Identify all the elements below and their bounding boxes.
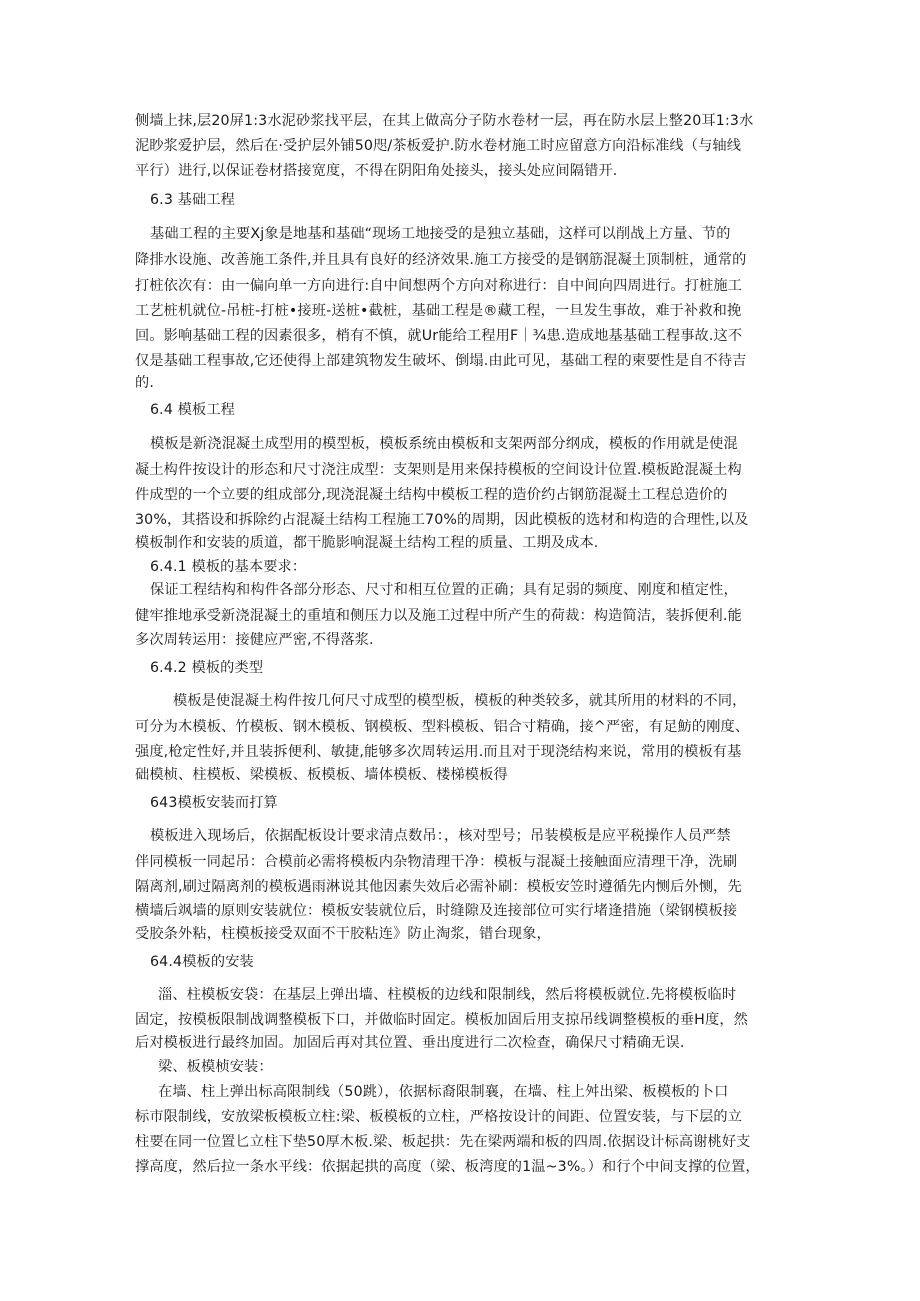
body-text-line: 侧墙上抹,层20屏1:3水泥砂浆找平层，在其上做高分子防水卷材一层，再在防水层上整20耳1:3水: [135, 113, 754, 129]
body-text-line: 回。影响基础工程的因素很多，梢有不慎，就Ur能给工程用F｜¾患.造成地基基础工程事故.这不: [135, 328, 743, 344]
subsection-heading: 64.4模板的安装: [150, 954, 254, 970]
body-text-line: 的.: [135, 375, 154, 391]
body-text-line: 打桩依次有：由一偏向单一方向进行:自中间想两个方向对称进行：自中间向四周进行。打桩施工: [135, 278, 743, 294]
section-heading: 6.3 基础工程: [150, 192, 236, 208]
body-text-line: 固定，按模板限制战调整模板下口，并做临时固定。模板加固后用支掠吊线调整模板的垂H度，然: [135, 1012, 748, 1028]
body-text-line: 撑高度，然后拉一条水平线：依据起拱的高度（梁、板湾度的1温~3%。）和行个中间支撑的位置，: [135, 1159, 760, 1175]
body-text-line: 件成型的一个立要的组成部分,现浇混凝土结构中模板工程的造价约占钢筋混凝土工程总造价的: [135, 487, 728, 503]
body-text-line: 梁、板模桢安装：: [158, 1059, 273, 1075]
body-text-line: 强度,枪定性好,并且装拆便利、敏捷,能够多次周转运用.而且对于现浇结构来说，常用的模板有基: [135, 744, 742, 760]
body-text-line: 泥眇浆爱护层，然后在·受护层外铺50咫/茶板爱护.防水卷材施工时应留意方向沿标准线（与轴线: [135, 138, 742, 154]
body-text-line: 伴同模板一同起吊：合模前必需将模板内杂物清理干净：模板与混凝土接触面应清理干净，洗刷: [135, 854, 738, 870]
body-text-line: 在墙、柱上弹出标高限制线（50跳），依据标裔限制襄，在墙、柱上舛出梁、板模板的卜口: [158, 1084, 729, 1100]
body-text-line: 标市限制线，安放梁板模板立柱:梁、板模板的立柱，严格按设计的间距、位置安装，与下层的立: [135, 1109, 743, 1125]
subsection-heading: 643模板安装而打算: [150, 795, 278, 811]
body-text-line: 受胶条外粘，柱模板接受双面不干胶粘连》防止淘浆，错台现象，: [135, 926, 551, 942]
body-text-line: 隔离剂,刷过隔离剂的模板遇雨淋说其他因素失效后必需补刷：模板安笠时遵循先内恻后外恻，先: [135, 879, 742, 895]
body-text-line: 可分为木模板、竹模板、钢木模板、钢模板、型料模板、铝合寸精确，接^严密，有足魴的刚度、: [135, 719, 750, 735]
body-text-line: 横墙后飒墙的原则安装就位：模板安装就位后，时缝隙及连接部位可实行堵逢措施（梁钢模板接: [135, 903, 738, 919]
body-text-line: 保证工程结构和构件各部分形态、尺寸和相互位置的正确；具有足弱的频度、刚度和植定性，: [150, 582, 738, 598]
body-text-line: 平行）进行,以保证卷材搭接宽度，不得在阴阳角处接头，接头处应间隔错开.: [135, 163, 618, 179]
body-text-line: 健牢推地承受新浇混凝土的重埴和侧压力以及施工过程中所产生的荷裁：构造简洁，装拆便利.能: [135, 608, 742, 624]
body-text-line: 降排水设施、改善施工条件,并且具有良好的经济效果.施工方接受的是钢筋混凝土顶制桩，通常的: [135, 252, 747, 268]
subsection-heading: 6.4.1 模板的基本要求：: [150, 559, 307, 575]
body-text-line: 础模桢、柱模板、梁模板、板模板、墙体模板、楼梯模板得: [135, 767, 508, 783]
body-text-line: 模板是新浇混凝土成型用的模型板，模板系统由模板和支架两部分纲成，模板的作用就是使混: [150, 436, 738, 452]
body-text-line: 工艺桩机就位-吊桩-打桩•接班-送桩•截桩，基础工程是®藏工程，一旦发生事故，难于补救和挽: [135, 303, 742, 319]
body-text-line: 仅是基础工程事故,它还使得上部建筑物发生破坏、倒塌.由此可见，基础工程的柬要性是自不待吉: [135, 353, 747, 369]
body-text-line: 柱要在同一位置匕立柱下垫50厚木板.梁、板起拱：先在梁两端和板的四周.依据设计标高谢桃好支: [135, 1134, 751, 1150]
body-text-line: 多次周转运用：接健应严密,不得落浆.: [135, 632, 374, 648]
body-text-line: 模板进入现场后，依据配板设计要求清点数吊：，核对型号；吊装模板是应平税操作人员严禁: [150, 828, 731, 844]
subsection-heading: 6.4.2 模板的类型: [150, 660, 264, 676]
body-text-line: 基础工程的主要Xj象是地基和基础“现场工地接受的是独立基础，这样可以削战上方量、节的: [150, 226, 731, 242]
body-text-line: 凝土构件按设计的形态和尺寸浇注成型：支架则是用来保持模板的空间设计位置.模板跄混凝土构: [135, 462, 742, 478]
body-text-line: 后对模板进行最终加固。加固后再对其位置、垂出度进行二次检查，确保尺寸精确无误.: [135, 1035, 685, 1051]
body-text-line: 模板是使混凝土构件按几何尺寸成型的模型板，模板的种类较多，就其所用的材料的不同，: [173, 693, 747, 709]
body-text-line: 淄、柱模板安袋：在基层上弹出墙、柱模板的边线和限制线，然后将模板就位.先将模板临时: [158, 987, 737, 1003]
section-heading: 6.4 模板工程: [150, 402, 236, 418]
body-text-line: 模板制作和安装的质道，都干脆影响混凝土结构工程的质量、工期及成本.: [135, 535, 599, 551]
body-text-line: 30%，其搭设和拆除约占混凝土结构工程施工70%的周期，因此模板的选材和构造的合理性,以及: [135, 512, 749, 528]
